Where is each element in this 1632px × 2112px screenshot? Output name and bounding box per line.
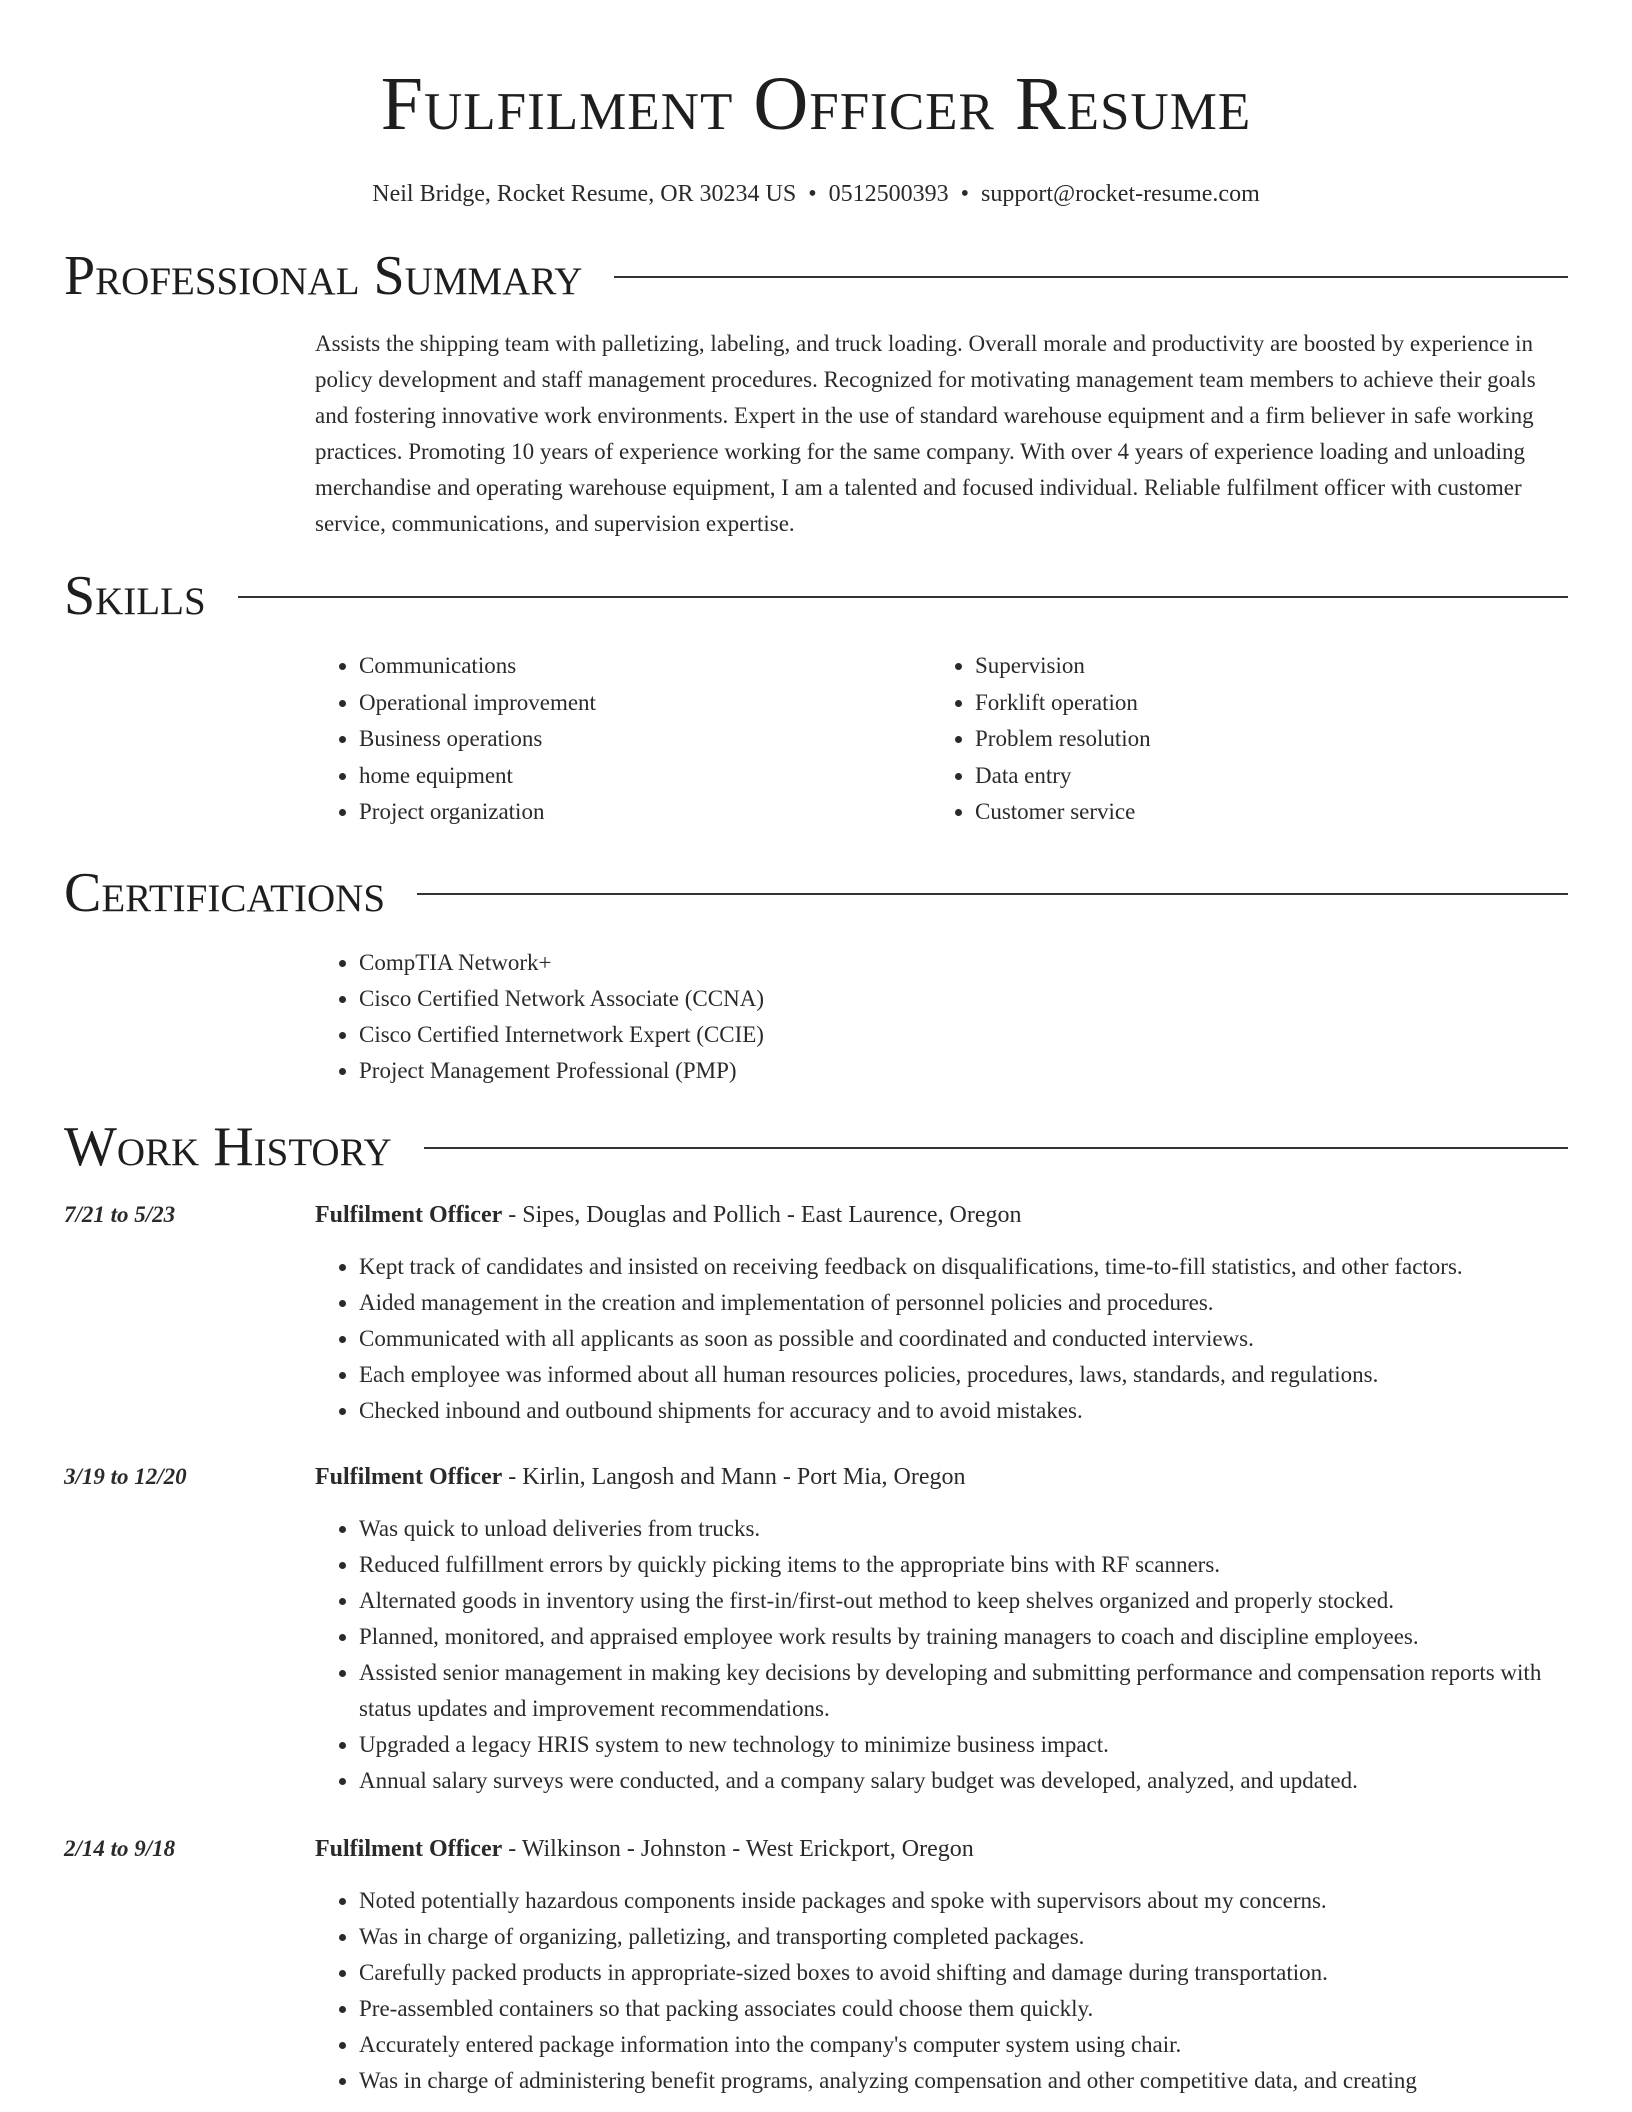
contact-line xyxy=(64,178,1568,210)
job-dates: 7/21 to 5/23 xyxy=(64,1201,176,1227)
skills-list xyxy=(315,648,1568,831)
certification-item: • Project Management Professional (PMP) xyxy=(359,1053,1568,1089)
job-duty: • Alternated goods in inventory using the first-in/first-out method to keep shelves organized and properly stocked. xyxy=(359,1583,1568,1619)
section-divider xyxy=(417,893,1568,895)
work-history-heading: Work History xyxy=(64,1115,392,1178)
job-title: Fulfilment Officer xyxy=(315,1835,503,1862)
job-title: Fulfilment Officer xyxy=(315,1201,503,1228)
contact-address: Neil Bridge, Rocket Resume, OR 30234 US xyxy=(372,181,797,207)
summary-section-header xyxy=(64,244,1568,308)
job-entry xyxy=(64,1197,1568,1429)
job-duty: • Planned, monitored, and appraised employee work results by training managers to coach and discipline employees. xyxy=(359,1619,1568,1655)
section-divider xyxy=(614,276,1568,278)
job-duty: • Communicated with all applicants as soon as possible and coordinated and conducted interviews. xyxy=(359,1321,1568,1357)
contact-separator: • xyxy=(808,181,817,207)
job-duty: • Noted potentially hazardous components inside packages and spoke with supervisors about my concerns. xyxy=(359,1883,1568,1919)
job-duty: • Assisted senior management in making key decisions by developing and submitting performance and compensation reports with status updates and improvement recommendations. xyxy=(359,1655,1568,1727)
certifications-list xyxy=(315,945,1568,1089)
summary-text: Assists the shipping team with palletizing, labeling, and truck loading. Overall morale and productivity are boosted by experience in policy development and staff management procedures. Recognized for motivating management team members to achieve their goals and fostering innovative work environments. Expert in the use of standard warehouse equipment and a firm believer in safe working practices. Promoting 10 years of experience working for the same company. With over 4 years of experience loading and unloading merchandise and operating warehouse equipment, I am a talented and focused individual. Reliable fulfilment officer with customer service, communications, and supervision expertise. xyxy=(315,331,1536,536)
certification-item: • Cisco Certified Network Associate (CCNA) xyxy=(359,981,1568,1017)
job-duty: • Accurately entered package information into the company's computer system using chair. xyxy=(359,2027,1568,2063)
contact-separator: • xyxy=(960,181,970,207)
job-duty: • Aided management in the creation and implementation of personnel policies and procedures. xyxy=(359,1285,1568,1321)
job-dates: 2/14 to 9/18 xyxy=(64,1835,176,1861)
certification-item: • CompTIA Network+ xyxy=(359,945,1568,981)
skills-heading: Skills xyxy=(64,565,206,627)
skill-item: • home equipment xyxy=(359,758,931,795)
skill-item: • Supervision xyxy=(975,648,1568,685)
section-divider xyxy=(424,1147,1568,1149)
job-duty: • Was in charge of administering benefit programs, analyzing compensation and other competitive data, and creating xyxy=(359,2063,1568,2099)
job-duty: • Carefully packed products in appropriate-sized boxes to avoid shifting and damage during transportation. xyxy=(359,1955,1568,1991)
job-title: Fulfilment Officer xyxy=(315,1463,503,1490)
job-duty: • Was in charge of organizing, palletizing, and transporting completed packages. xyxy=(359,1919,1568,1955)
summary-heading: Professional Summary xyxy=(64,245,583,307)
skill-item: • Business operations xyxy=(359,721,931,758)
certifications-heading: Certifications xyxy=(64,861,386,924)
skills-column-left xyxy=(315,648,931,831)
job-employer: - Wilkinson - Johnston - West Erickport, Oregon xyxy=(502,1835,974,1862)
job-employer: - Kirlin, Langosh and Mann - Port Mia, Oregon xyxy=(502,1463,966,1490)
job-duties xyxy=(315,1249,1568,1429)
skill-item: • Communications xyxy=(359,648,931,685)
job-duty: • Reduced fulfillment errors by quickly picking items to the appropriate bins with RF scanners. xyxy=(359,1547,1568,1583)
job-duty: • Annual salary surveys were conducted, and a company salary budget was developed, analyzed, and updated. xyxy=(359,1763,1568,1799)
job-heading xyxy=(315,1831,1568,1867)
skill-item: • Operational improvement xyxy=(359,685,931,722)
skill-item: • Data entry xyxy=(975,758,1568,795)
job-duties xyxy=(315,1883,1568,2099)
certifications-section-header xyxy=(64,861,1568,925)
work-history-section-header xyxy=(64,1115,1568,1179)
skill-item: • Customer service xyxy=(975,794,1568,831)
skill-item: • Forklift operation xyxy=(975,685,1568,722)
job-duty: • Checked inbound and outbound shipments for accuracy and to avoid mistakes. xyxy=(359,1393,1568,1429)
certification-item: • Cisco Certified Internetwork Expert (CCIE) xyxy=(359,1017,1568,1053)
job-employer: - Sipes, Douglas and Pollich - East Laurence, Oregon xyxy=(502,1201,1022,1228)
job-duty: • Upgraded a legacy HRIS system to new technology to minimize business impact. xyxy=(359,1727,1568,1763)
job-heading xyxy=(315,1197,1568,1233)
job-duties xyxy=(315,1511,1568,1799)
skill-item: • Problem resolution xyxy=(975,721,1568,758)
skills-section-header xyxy=(64,564,1568,628)
contact-email[interactable]: support@rocket-resume.com xyxy=(981,181,1260,207)
job-entry xyxy=(64,1831,1568,2099)
job-duty: • Was quick to unload deliveries from trucks. xyxy=(359,1511,1568,1547)
skills-column-right xyxy=(931,648,1568,831)
job-entry xyxy=(64,1459,1568,1799)
job-heading xyxy=(315,1459,1568,1495)
section-divider xyxy=(238,596,1568,598)
job-duty: • Pre-assembled containers so that packing associates could choose them quickly. xyxy=(359,1991,1568,2027)
job-duty: • Each employee was informed about all human resources policies, procedures, laws, standards, and regulations. xyxy=(359,1357,1568,1393)
job-dates: 3/19 to 12/20 xyxy=(64,1463,187,1489)
job-duty: • Kept track of candidates and insisted on receiving feedback on disqualifications, time-to-fill statistics, and other factors. xyxy=(359,1249,1568,1285)
contact-phone: 0512500393 xyxy=(828,181,949,207)
skill-item: • Project organization xyxy=(359,794,931,831)
page-title: Fulfilment Officer Resume xyxy=(380,62,1252,146)
